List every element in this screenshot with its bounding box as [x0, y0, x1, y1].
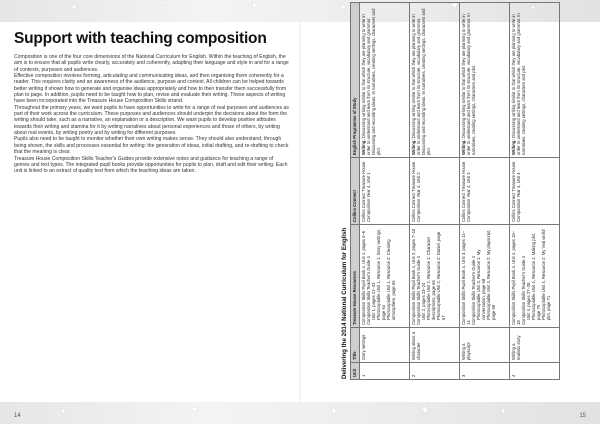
resource-item: Photocopiable Unit 4, Resource 2: My 'real world' plot, page 71	[541, 228, 551, 320]
star-icon: ✦	[60, 407, 67, 416]
star-icon: ✦	[450, 0, 460, 12]
star-icon: ✦	[330, 406, 338, 416]
star-icon: ✦	[530, 5, 536, 12]
pos-label: Writing:	[411, 139, 416, 155]
cell-programme-of-study	[410, 0, 460, 158]
cell-programme-of-study	[510, 3, 560, 158]
header-title: Title	[351, 328, 360, 363]
resource-item: Photocopiable Unit 3, Resource 1: My conversation, page 68	[476, 249, 486, 320]
star-icon: ✦	[340, 3, 347, 12]
body-text	[14, 54, 290, 175]
page-number-left: 14	[14, 413, 21, 419]
resource-item: Photocopiable Unit 2, Resource 2: Daniel, page 67	[436, 231, 446, 320]
resource-item: Composition Skills Teacher's Guide 4	[471, 256, 476, 325]
pos-text: Discussing writing similar to that which they are planning to write in order to understand and learn from its structure, vocabulary and grammar. In narratives, creating settings, characters and plot.	[511, 13, 526, 155]
resource-item: Unit 2, pages 23–24	[421, 282, 426, 320]
cell-resources	[410, 225, 460, 328]
pos-text: Discussing writing similar to that which they are planning to write in order to understand and learn from its structure, vocabulary and grammar. In narratives, creating settings, characters and plot.	[461, 13, 476, 155]
paragraph: Effective composition involves forming, articulating and communicating ideas, and then organising them coherently for a reader. This requires clarity and an awareness of the audience, purpose and context. All children can be helped towards better writing if shown how to generate and organise ideas appropriately and how to then transfer them successfully from plan to page. In addition, pupils need to be taught how to plan, revise and evaluate their writing. These aspects of writing have been incorporated into the Treasure House Composition Skills strand.	[14, 73, 287, 105]
table-header-row	[351, 3, 360, 380]
header-programme-of-study: English Programme of Study	[351, 3, 360, 158]
resource-item: Composition Skills Teacher's Guide 4	[366, 256, 371, 325]
table-row	[510, 3, 560, 380]
pos-label: Writing:	[511, 139, 516, 155]
page-number-right: 15	[579, 413, 586, 419]
cell-collins-connect: Collins Connect Treasure House Composition Year 4, Unit 3	[460, 158, 510, 225]
decorative-bottom-band	[0, 402, 600, 424]
cell-resources	[460, 225, 510, 328]
star-icon: ✦	[70, 2, 78, 12]
cell-collins-connect: Collins Connect Treasure House Composition Year 4, Unit 1	[360, 158, 410, 225]
resource-item: Unit 1, pages 21–23	[371, 282, 376, 320]
cell-title: Writing about a character	[410, 328, 460, 363]
curriculum-table-rotated	[340, 8, 592, 380]
cell-title: Writing a playscript	[460, 328, 510, 363]
resource-item: Composition Skills Pupil Book 4, Unit 2, pages 7–10	[411, 228, 416, 325]
cell-unit: 2	[410, 363, 460, 380]
cell-collins-connect: Collins Connect Treasure House Composition Year 4, Unit 4	[510, 158, 560, 225]
cell-unit: 4	[510, 363, 560, 380]
pos-text: Discussing writing similar to that which they are planning to write in order to understand and learn from its structure, vocabulary and grammar. Discussing and recording ideas. In narratives, creating settings, characters and plot.	[361, 8, 381, 155]
resource-item: Composition Skills Teacher's Guide 4	[416, 256, 421, 325]
cell-resources	[360, 225, 410, 328]
resource-item: Unit 4, pages 27–28	[526, 282, 531, 320]
pos-label: Writing:	[361, 139, 366, 155]
cell-unit: 3	[460, 363, 510, 380]
paragraph: Throughout the primary years, we want pupils to have opportunities to write for a range of real purposes and audiences as part of their work across the curriculum. These purposes and audiences should underpin the decisions about the form the writing should take, such as a narrative, an explanation or a description. We want pupils to develop positive attitudes towards their writing and stamina for it by writing narratives about personal experiences and those of others, by writing about real events, by writing poetry and by writing for different purposes.	[14, 104, 289, 137]
resource-item: Composition Skills Teacher's Guide 4	[521, 256, 526, 325]
cell-collins-connect: Collins Connect Treasure House Composition Year 4, Unit 2	[410, 158, 460, 225]
cell-resources	[510, 225, 560, 328]
pos-label: Writing:	[461, 139, 466, 155]
resource-item: Composition Skills Pupil Book 4, Unit 4, pages 15–18	[511, 230, 521, 325]
resource-item: Photocopiable Unit 1, Resource 1: Story settings, page 64	[376, 228, 386, 320]
paragraph: Pupils also need to be taught to monitor whether their own writing makes sense. They should also understand, through being shown, the skills and processes essential for writing: the generation of ideas, initial drafting, and re-drafting to check that the meaning is clear.	[14, 136, 289, 156]
curriculum-table	[350, 2, 560, 380]
cell-programme-of-study	[460, 3, 510, 158]
cell-title: Writing a realistic story	[510, 328, 560, 363]
cell-title: Story settings	[360, 328, 410, 363]
table-title: Delivering the 2014 National Curriculum for English	[341, 227, 348, 379]
star-icon: ✦	[160, 5, 166, 12]
pos-text: Discussing writing similar to that which they are planning to write in order to understand and learn from its structure, vocabulary and grammar. Discussing and recording ideas. In narratives, creating settings, characters and plot.	[411, 8, 431, 155]
paragraph: Composition is one of the four core dimensions of the National Curriculum for English. Within the teaching of English, the aim is to ensure that all pupils write clearly, accurately and coherently, adapting their language and style in and for a range of contexts, purposes and audiences.	[14, 54, 289, 73]
cell-unit: 1	[360, 363, 410, 380]
star-icon: ✦	[190, 404, 200, 416]
header-unit: Unit	[351, 363, 360, 380]
resource-item: Photocopiable Unit 4, Resource 1: Making plot, page 70	[531, 232, 541, 320]
header-collins-connect: Collins Connect	[351, 158, 360, 225]
cell-programme-of-study	[360, 3, 410, 158]
table-row	[410, 3, 460, 380]
resource-item: Composition Skills Pupil Book 4, Unit 3, pages 11–14	[461, 231, 471, 325]
star-icon: ✦	[250, 1, 259, 12]
resource-item: Composition Skills Pupil Book 4, Unit 1, pages 4–6	[361, 230, 366, 325]
resource-item: Photocopiable Unit 2, Resource 1: Character descriptions, page 66	[426, 236, 436, 320]
resource-item: Photocopiable Unit 3, Resource 2: My playscript, page 69	[486, 229, 496, 320]
header-resources: Treasure House Resources	[351, 225, 360, 328]
star-icon: ✦	[420, 403, 431, 417]
paragraph: Treasure House Composition Skills Teacher's Guides provide extensive notes and guidance for teaching a range of genres and text types. The integrated pupil books provide opportunities for pupils to plan, draft and edit their writing. Each unit is linked to an extract of quality text from which the teaching ideas are taken.	[14, 155, 288, 175]
resource-item: Photocopiable Unit 1, Resource 2: Creating atmosphere, page 65	[386, 239, 396, 320]
left-page	[0, 22, 300, 402]
page-gutter	[299, 22, 301, 402]
page-title: Support with teaching composition	[14, 30, 267, 47]
table-row	[360, 3, 410, 380]
table-row	[460, 3, 510, 380]
star-icon: ✦	[500, 407, 507, 416]
